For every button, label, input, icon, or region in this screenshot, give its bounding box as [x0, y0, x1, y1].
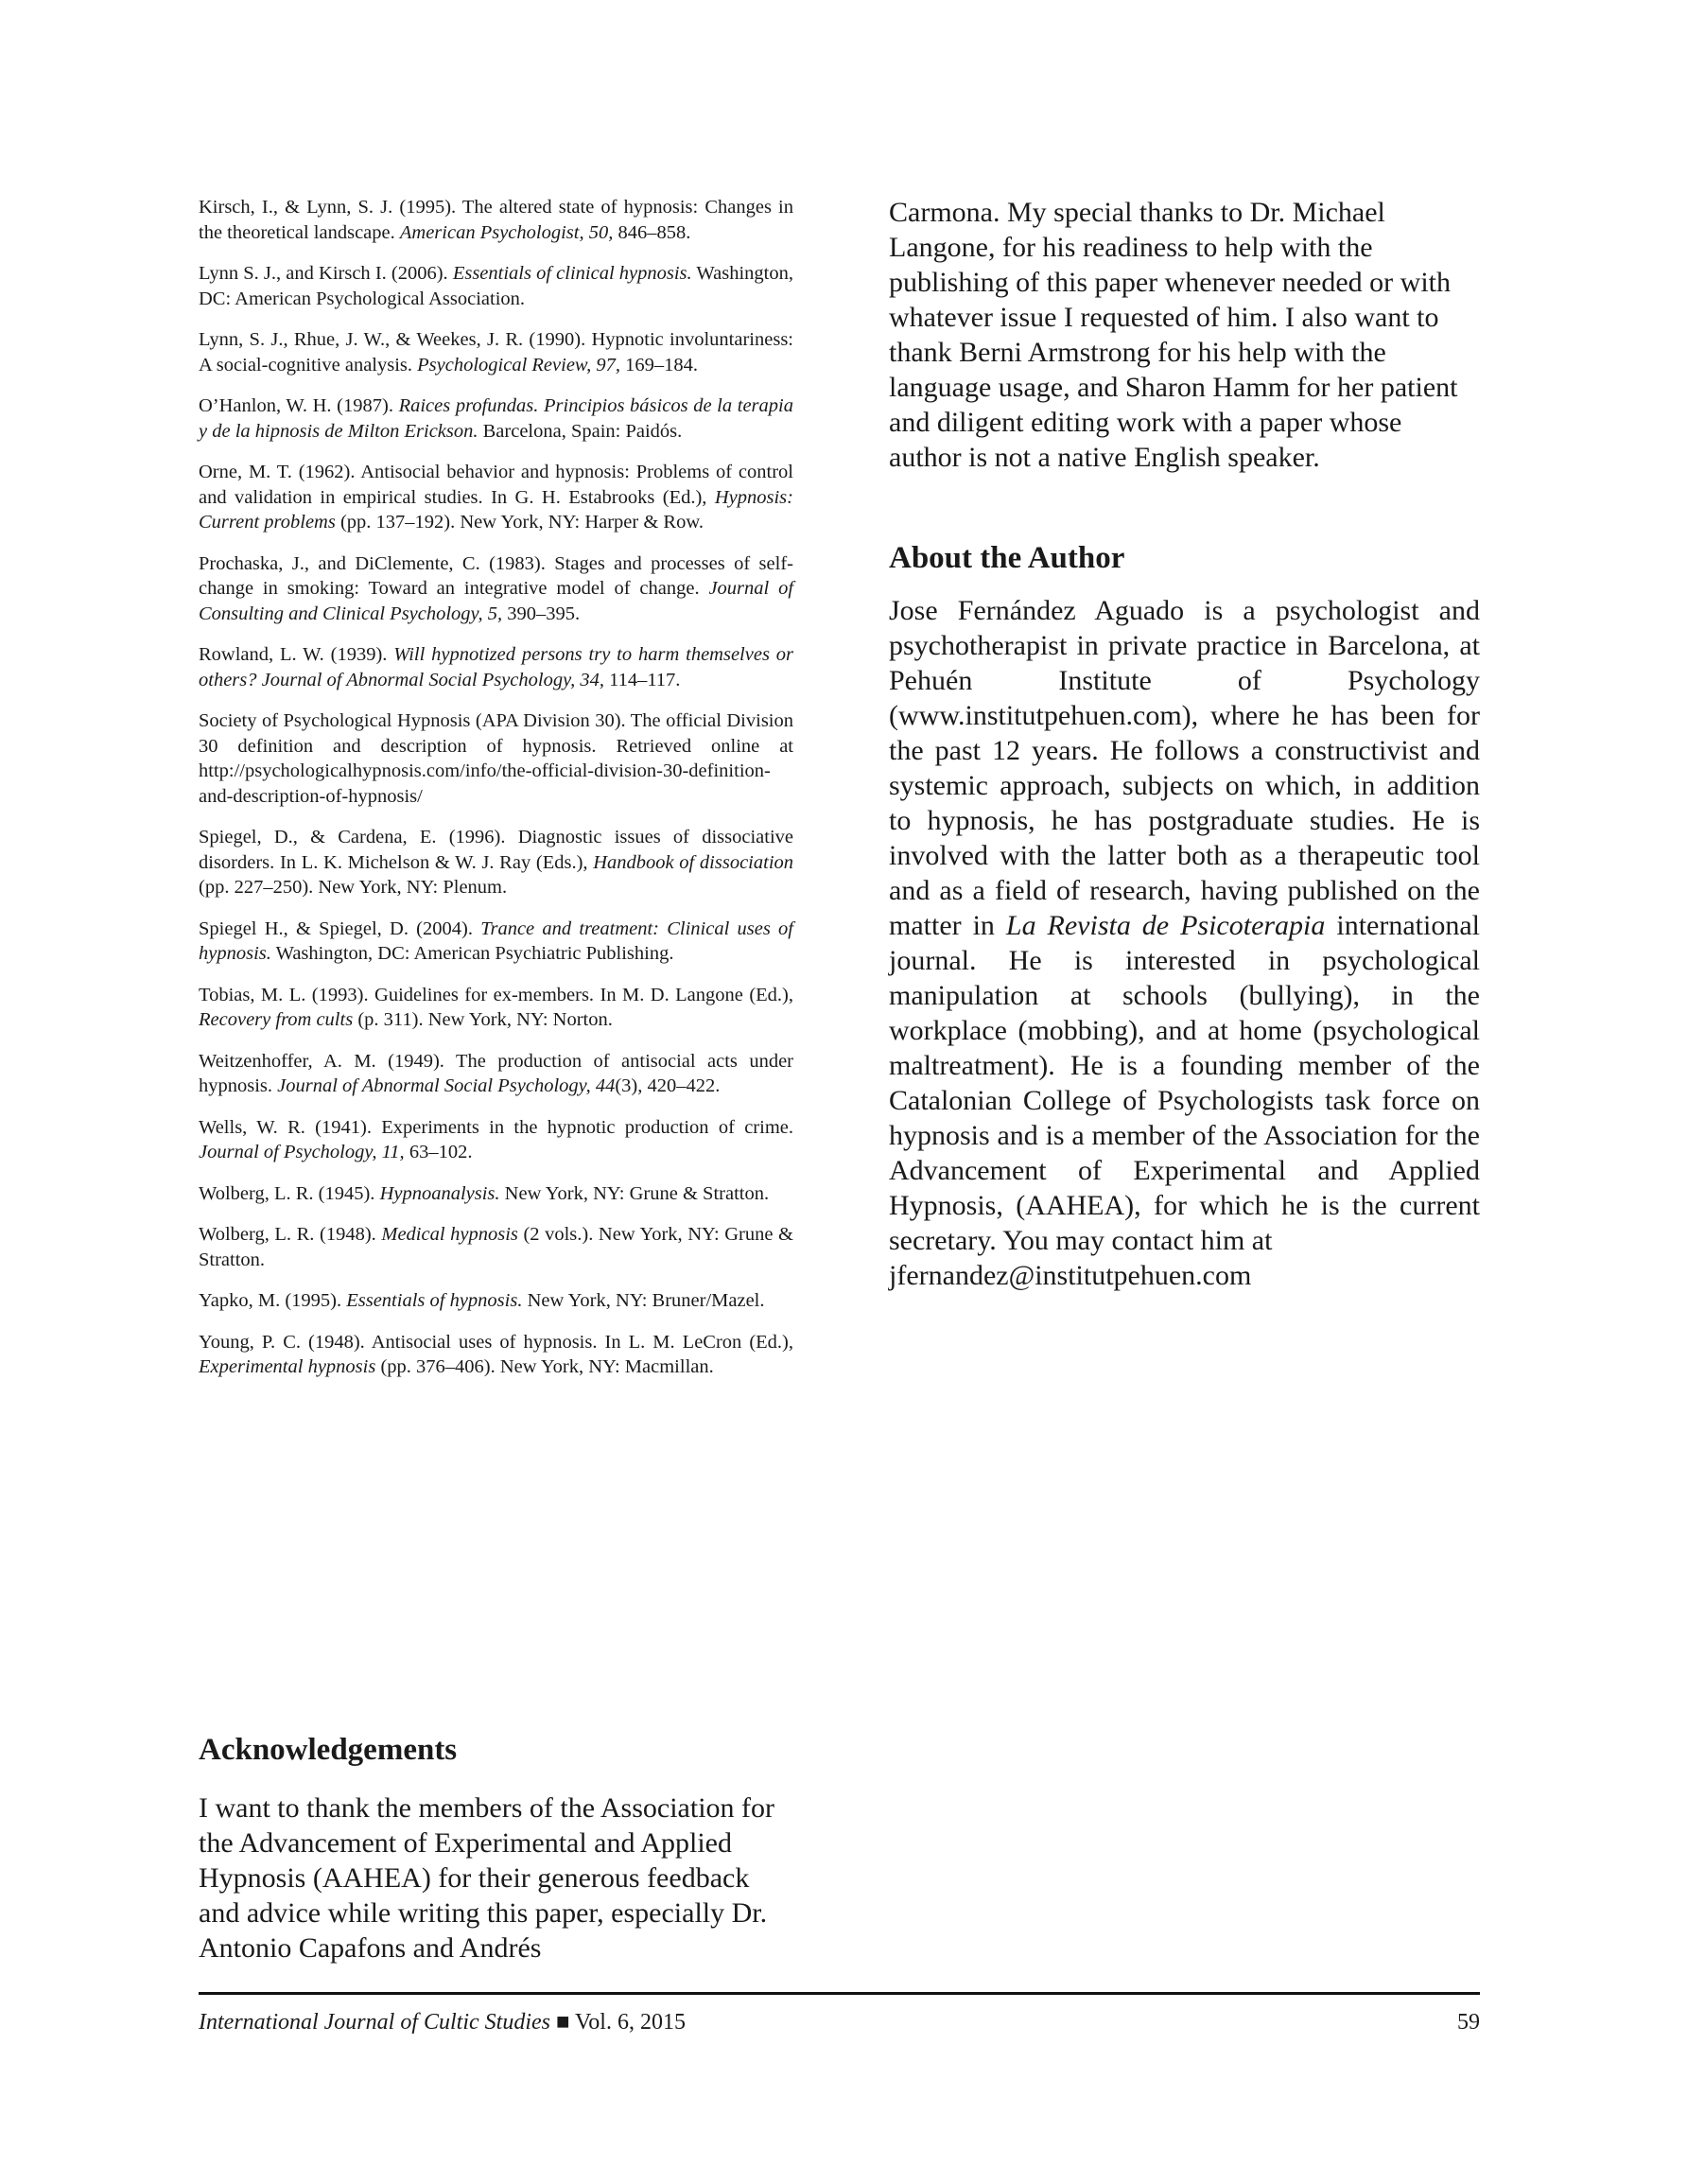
reference-item: Kirsch, I., & Lynn, S. J. (1995). The altered state of hypnosis: Changes in the theoretical landscape. American Psychologist, 50, 846–858.	[199, 197, 793, 243]
reference-item: Spiegel, D., & Cardena, E. (1996). Diagnostic issues of dissociative disorders. In L. K. Michelson & W. J. Ray (Eds.), Handbook of dissociation (pp. 227–250). New York, NY: Plenum.	[199, 827, 794, 898]
reference-item: Young, P. C. (1948). Antisocial uses of hypnosis. In L. M. LeCron (Ed.), Experimental hypnosis (pp. 376–406). New York, NY: Macmillan.	[199, 1331, 793, 1377]
about-author-heading: About the Author	[889, 541, 1125, 575]
footer-volume: Vol. 6, 2015	[575, 2010, 686, 2035]
page-number: 59	[1457, 2010, 1480, 2035]
reference-item: Lynn, S. J., Rhue, J. W., & Weekes, J. R. (1990). Hypnotic involuntariness: A social-cognitive analysis. Psychological Review, 97, 169–184.	[199, 329, 793, 376]
footer-rule	[199, 1992, 1480, 1995]
acknowledgements-body: I want to thank the members of the Association for the Advancement of Experimental and Applied Hypnosis (AAHEA) for their generous feedback and advice while writing this paper, especially Dr. Antonio Capafons and Andrés	[199, 1792, 775, 1964]
right-column	[889, 195, 1480, 1293]
acknowledgements-heading: Acknowledgements	[199, 1733, 458, 1767]
references-list	[199, 195, 793, 1396]
reference-item: Weitzenhoffer, A. M. (1949). The production of antisocial acts under hypnosis. Journal of Abnormal Social Psychology, 44(3), 420–422.	[199, 1050, 793, 1096]
reference-item: Wolberg, L. R. (1948). Medical hypnosis (2 vols.). New York, NY: Grune & Stratton.	[199, 1224, 793, 1270]
reference-item: Rowland, L. W. (1939). Will hypnotized persons try to harm themselves or others? Journal of Abnormal Social Psychology, 34, 114–117.	[199, 644, 794, 690]
reference-item: Wolberg, L. R. (1945). Hypnoanalysis. New York, NY: Grune & Stratton.	[199, 1182, 770, 1204]
reference-item: Yapko, M. (1995). Essentials of hypnosis. New York, NY: Bruner/Mazel.	[199, 1290, 765, 1311]
reference-item: O’Hanlon, W. H. (1987). Raices profundas. Principios básicos de la terapia y de la hipnosis de Milton Erickson. Barcelona, Spain: Paidós.	[199, 395, 793, 442]
reference-item: Society of Psychological Hypnosis (APA Division 30). The official Division 30 definition and description of hypnosis. Retrieved online at http://psychologicalhypnosis.com/info/the-official-division-30-definition-and-description-of-hypnosis/	[199, 710, 793, 807]
footer-separator: ■	[549, 2010, 576, 2035]
reference-item: Spiegel H., & Spiegel, D. (2004). Trance and treatment: Clinical uses of hypnosis. Washington, DC: American Psychiatric Publishing.	[199, 917, 793, 964]
reference-item: Wells, W. R. (1941). Experiments in the hypnotic production of crime. Journal of Psychology, 11, 63–102.	[199, 1116, 793, 1162]
footer-journal: International Journal of Cultic Studies ■ Vol. 6, 2015	[199, 2010, 686, 2035]
reference-item: Orne, M. T. (1962). Antisocial behavior and hypnosis: Problems of control and validation in empirical studies. In G. H. Estabrooks (Ed.), Hypnosis: Current problems (pp. 137–192). New York, NY: Harper & Row.	[199, 462, 793, 533]
reference-item: Lynn S. J., and Kirsch I. (2006). Essentials of clinical hypnosis. Washington, DC: American Psychological Association.	[199, 263, 793, 309]
about-author-body: Jose Fernández Aguado is a psychologist and psychotherapist in private practice in Barcelona, at Pehuén Institute of Psychology (www.institutpehuen.com), where he has been for the past 12 years. He follows a constructivist and systemic approach, subjects on which, in addition to hypnosis, he has postgraduate studies. He is involved with the latter both as a therapeutic tool and as a field of research, having published on the matter in La Revista de Psicoterapia international journal. He is interested in psychological manipulation at schools (bullying), in the workplace (mobbing), and at home (psychological maltreatment). He is a founding member of the Catalonian College of Psychologists task force on hypnosis and is a member of the Association for the Advancement of Experimental and Applied Hypnosis, (AAHEA), for which he is the current secretary. You may contact him at jfernandez@institutpehuen.com	[889, 595, 1480, 1291]
author-email: jfernandez@institutpehuen.com	[889, 1260, 1252, 1291]
reference-item: Tobias, M. L. (1993). Guidelines for ex-members. In M. D. Langone (Ed.), Recovery from cults (p. 311). New York, NY: Norton.	[199, 984, 793, 1030]
reference-item: Prochaska, J., and DiClemente, C. (1983). Stages and processes of self-change in smoking: Toward an integrative model of change. Journal of Consulting and Clinical Psychology, 5, 390–395.	[199, 552, 794, 624]
acknowledgements-continued: Carmona. My special thanks to Dr. Michael Langone, for his readiness to help with the publishing of this paper whenever needed or with whatever issue I requested of him. I also want to thank Berni Armstrong for his help with the language usage, and Sharon Hamm for her patient and diligent editing work with a paper whose author is not a native English speaker.	[889, 197, 1458, 473]
